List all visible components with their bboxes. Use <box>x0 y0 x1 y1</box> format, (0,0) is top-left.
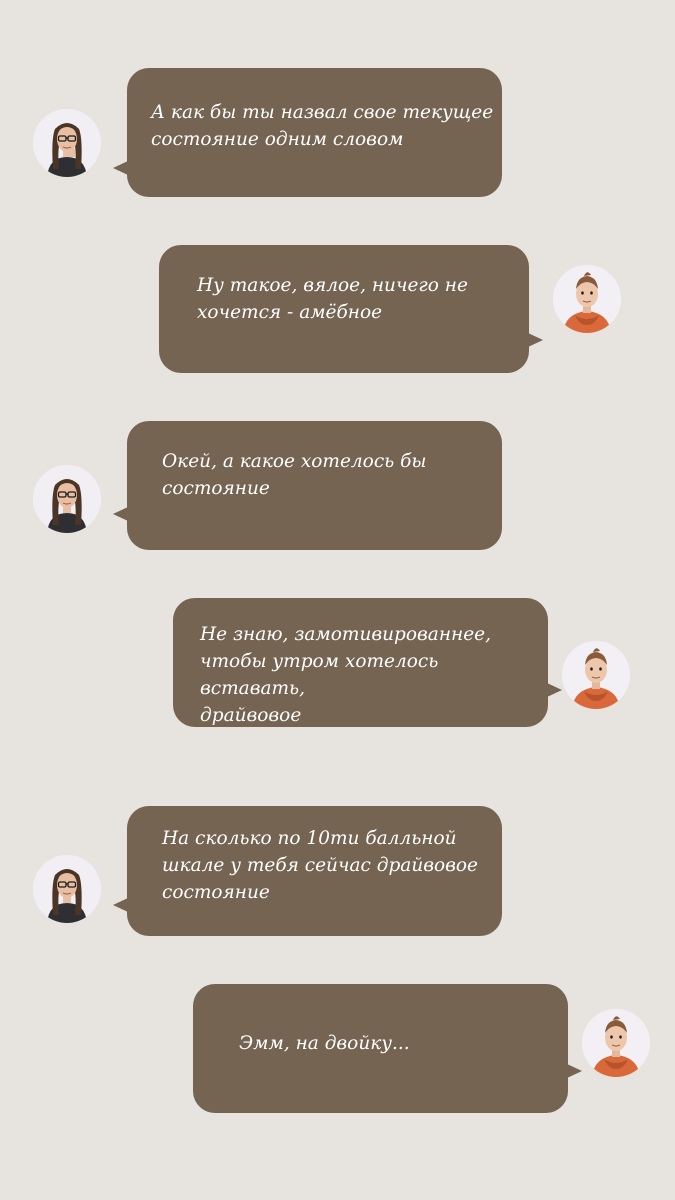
message-text-3: Окей, а какое хотелось бы состояние <box>162 451 427 499</box>
message-bubble-2 <box>159 245 529 373</box>
man-avatar-icon <box>562 641 630 709</box>
woman-avatar-icon <box>33 465 101 533</box>
woman-avatar-icon <box>33 109 101 177</box>
bubble-tail <box>547 683 562 697</box>
message-text-2: Ну такое, вялое, ничего не хочется - амёбное <box>197 275 468 323</box>
bubble-tail <box>113 161 128 175</box>
message-bubble-5 <box>127 806 502 936</box>
man-avatar-icon <box>582 1009 650 1077</box>
bubble-tail <box>567 1064 582 1078</box>
bubble-tail <box>113 507 128 521</box>
message-text-5: На сколько по 10ти балльной шкале у тебя сейчас драйвовое состояние <box>162 828 479 903</box>
message-text-1: А как бы ты назвал свое текущее состояние одним словом <box>151 102 494 150</box>
message-bubble-3 <box>127 421 502 550</box>
message-bubble-6 <box>193 984 568 1113</box>
bubble-tail <box>113 898 128 912</box>
message-bubble-4 <box>173 598 548 727</box>
bubble-tail <box>528 333 543 347</box>
woman-avatar-icon <box>33 855 101 923</box>
message-bubble-1 <box>127 68 502 197</box>
man-avatar-icon <box>553 265 621 333</box>
message-text-4: Не знаю, замотивированнее, чтобы утром хотелось вставать, драйвовое <box>200 624 491 726</box>
message-text-6: Эмм, на двойку... <box>239 1033 410 1054</box>
